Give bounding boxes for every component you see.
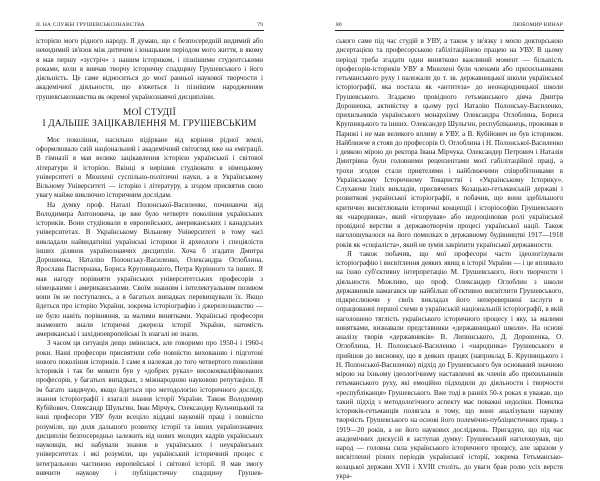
paragraph: З часом ця ситуація дещо змінилася, але говоримо про 1950-і і 1960-і роки. Наші професори присвятили себе повністю вихованню і підготові нового покоління істориків. І саме я належав до того четвертого покоління істориків і так би мовити був у «добрих руках» висококваліфікованих професорів, у багатьох випадках, з міжнародною науковою репутацією. Я їм багато завдячую, якщо йдеться про методологію історичного досліду, знання історіографії і взагалі знання історії України. Також Володимир Кубійович, Олександр Шульгин, Іван Мірчук, Олександер Кульчицький та інші професори УВУ були всецілo віддані науковій праці і повністю розуміли, що доля дальшого розвитку історії та інших українознавчих дисциплін безпосередньо залежить від нових молодих кадрів українських науковців, які набували знання в українських і неукраїнських університетах і які розуміли, що український історичний процес є інтегральною частиною европейської і світової історії. Я мав змогу вивчити наукову і публіцистичну спадщину Грушев- [36, 339, 263, 477]
running-head-author: ЛЮБОМИР ВИНАР [512, 22, 563, 28]
paragraph: Моє покоління, насильно відірване від коріння рідної землі, оформлювало свій національний і академічний світогляд вже на еміграції. В гімназії я мав велике зацікавлення історією української і світової літератури й історією. Вкінці я вирішив студіювати в німецькому університеті в Мюнхені суспільно-політичні науки, а в Українському Вільному Університеті — історію і літературу, а згодом присвятив свою увагу майже виключно історичним дослідам. [36, 135, 263, 200]
left-running-header [36, 22, 263, 28]
left-page [0, 0, 300, 477]
header-rule [335, 30, 564, 31]
paragraph: ського саме під час студій в УВУ, а також у зв'язку з моєю докторською дисертацією та професорською габілітаційною працею на УВУ. В цьому періоді треба згадати один винятково важливий момент — більшість професорів-істориків УВУ в Мюнхені були членами або прихильниками гетьманського руху і належали до т. зв. державницької школи української історіографії, яка постала як «антитеза» до неонародницької школи Грушевського. Згадаємо провідного гетьманського діяча Дмитра Дорошенка, активістку в цьому русі Наталію Полонську-Василенко, прихильників українського монархізму Олександра Оглоблина, Бориса Крупницького та інших. Олександер Шульгин, республіканець, проживав в Парижі і не мав великого впливу в УВУ, а В. Кубійович не був істориком. Найближче я стояв до професорів О. Оглоблина і Н. Полонської-Василенко і деякою мірою до ректора Івана Мірчука. Олександер Петрович і Наталія Дмитрівна були головними рецензентами моєї габілітаційної праці, а трохи згодом стали приятелями і найближчими співробітниками в Українському Історичному Товаристві і «Українському Історику». Слухаючи їхніх викладів, присвячених Козацько-гетьманській державі і розвиткові української історіографії, я побачив, що вони здебільшого критично висвітлювали історичні концепції і історіософію Грушевського як «народника», який «ігнорував» або недооцінював ролі української провідної верстви в державотворчім процесі української нації. Також наголошувалося на його помилках в державному будівництві 1917—1918 років як «соціаліста», який не зумів закріпити української державности. [336, 37, 563, 249]
heading-line: МОЇ СТУДІЇ [123, 107, 176, 118]
paragraph: На думку проф. Наталі Полонської-Василенко, починаючи від Володимира Антоновича, це вже було четверте покоління українських істориків. Вони студіювали в европейських, американських і канадських університетах. В Українському Вільному Університеті в тому часі викладали найвидатніші українські історики й археологи і спеціялісти інших ділянок українознавчих дисциплін. Хоча б згадати Дмитра Дорошенка, Наталію Полонську-Василенко, Олександра Оглоблина, Ярослава Пастернака, Бориса Крупницького, Петра Курінного та інших. Я мав нагоду порівняти українських університетських професорів з німецькими і американськими. Своїм знанням і інтелектуальним позивом вони їм не поступались, а в багатьох випадках перевищували їх. Якщо йдеться про історію України, зокрема історіографію і джерелознавство — не було навіть порівняння, за малими винятками. Українські професори знаменито знали історичні джерела історії України, натомість американські і західноевропейські їх взагалі не знали. [36, 200, 263, 338]
header-rule [35, 30, 264, 31]
heading-line: І ДАЛЬШЕ ЗАЦІКАВЛЕННЯ М. ГРУШЕВСЬКИМ [42, 119, 257, 130]
section-heading [36, 108, 263, 131]
paragraph: історією мого рідного народу. Я думаю, що є безпосередній видимий або невидимий зв'язок між дитячим і юнацьким періодом мого життя, в якому я мав першу «зустріч» з нашим істориком, і пізнішими студентськими роками, коли я вивчав творчу історичну спадщину Грушевського і його діяльність. Це саме відноситься до моєї ранньої наукової творчости і академічної діяльности, що в'яжеться із пізнішим народженням грушевськознавства як окремої українознавчої дисципліни. [36, 37, 263, 101]
running-head-title: II. НА СЛУЖБІ ГРУШЕВСЬКОЗНАВСТВА [36, 22, 145, 28]
right-text-column [336, 37, 563, 481]
paragraph: Я також побачив, що мої професори часто ідеологізували історіографію і висвітлення деяких явищ в історії України — і це впливало на їхню суб'єктивну інтерпретацію М. Грушевського, його творчости і діяльности. Можливо, що проф. Олександер Оглоблин з школи державників намагався ще найбільш об'єктивно висвітлити Грушевського, підкреслюючи у своїх викладах його неперевершені заслуги в опрацюванні першої схеми в українській національній історіографії, в якій наголошено тяглість українського історичного процесу і яку, за малими винятками, визнавали представники «державницької школи». На основі аналізу творів «державників» В. Липинського, Д. Дорошенка, О. Оглоблина, Н. Полонської-Василенко і «народника» Грушевського я прийшов до висновку, що в деяких працях (наприклад Б. Крупницького і Н. Полонської-Василенко) підхід до Грушевського був оснований значною мірою на їхньому ідеологічному наставленні як членів або прихильників гетьманського руху, які емоційно підходили до діяльности і творчости «республіканця» Грушевського. Вже тоді в ранніх 50-х роках я уважав, що такий підхід з методологічного аспекту має поважні недоліки. Помилка істориків-гетьманців полягала в тому, що вони аналізували наукову творчість Грушевського на основі його полемічно-публіцистичних праць з 1919—20 років, а не його наукових досліджень. Пригадую, що під час академічних дискусій я заступав думку: Грушевський наголошував, що народ — головна сила українського історичного процесу, але заразом у висвітленні різних періодів української історії, зокрема Гетьмансько-козацької держави XVII і XVIII століть, до уваги брав ролю усіх верств укра- [336, 249, 563, 480]
right-page [300, 0, 600, 480]
right-running-header [336, 22, 563, 28]
left-text-column [36, 37, 263, 478]
page-number: 79 [257, 22, 263, 28]
page-number: 80 [336, 22, 342, 28]
